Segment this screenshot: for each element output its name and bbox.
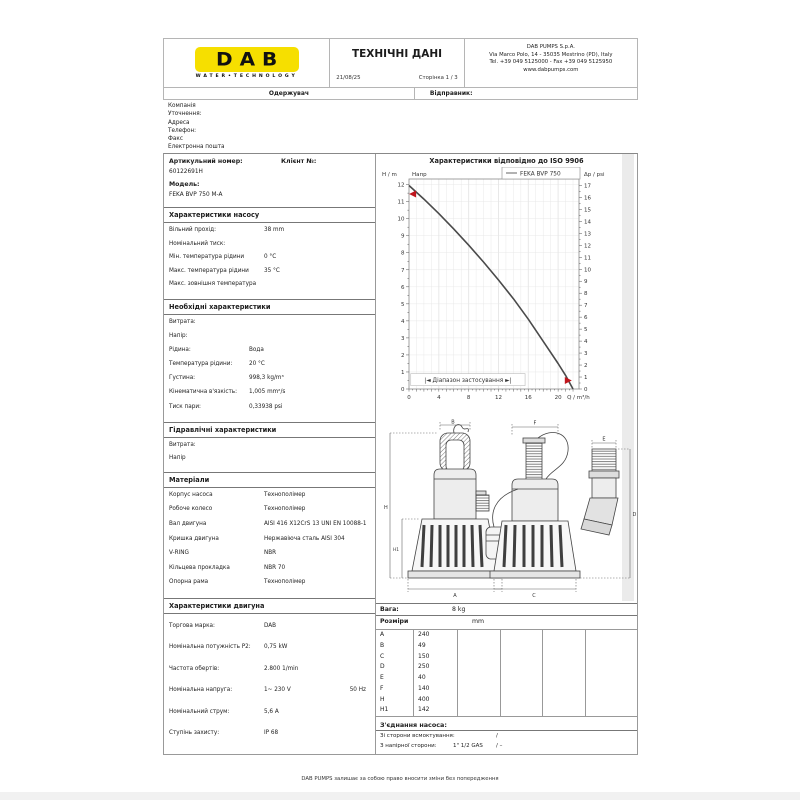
dimension-row (376, 673, 637, 684)
spec-label: Кришка двигуна (169, 535, 219, 542)
dimension-empty-cell (586, 652, 637, 663)
dab-logo (195, 47, 299, 72)
doc-date: 21/08/25 (336, 75, 361, 81)
spec-value: Технополімер (264, 506, 306, 513)
header (163, 38, 638, 88)
right-tick-label: 11 (584, 255, 591, 262)
connection-row (376, 733, 637, 743)
spec-value: Технополімер (264, 491, 306, 498)
dimensions-header (376, 616, 637, 629)
address-field-label: Адреса (168, 119, 190, 126)
company-line: www.dabpumps.com (523, 66, 579, 73)
spec-label: Рідина: (169, 346, 191, 353)
spec-value: 0 °C (264, 254, 277, 260)
spec-row (169, 644, 370, 666)
left-tick-label: 10 (397, 216, 405, 223)
section-title: Гідравлічні характеристики (164, 422, 375, 438)
y-axis-right-label: Δp / psi (584, 172, 605, 178)
section-pump (164, 207, 375, 297)
section-title: Характеристики двигуна (164, 598, 375, 614)
section-title: Матеріали (164, 472, 375, 488)
spec-value: 35 °C (264, 267, 280, 274)
dimension-empty-cell (543, 652, 586, 663)
spec-label: Витрата: (169, 318, 196, 325)
connection-extra: / – (496, 743, 503, 749)
spec-label: Торгова марка: (169, 622, 215, 629)
dim-label-c: C (532, 593, 536, 599)
connection-extra: / (496, 733, 498, 739)
model-label: Модель: (169, 181, 200, 188)
spec-label: Кільцева прокладка (169, 564, 230, 571)
left-tick-label: 9 (401, 233, 405, 240)
address-field-label: Телефон: (168, 127, 197, 134)
spec-label: Номінальна напруга: (169, 687, 233, 694)
spec-value: 38 mm (264, 227, 285, 233)
dim-label-e: E (602, 436, 606, 443)
dimension-empty-cell (458, 662, 501, 673)
doc-page-number: Сторінка 1 / 3 (418, 75, 458, 81)
spec-value: 20 °C (249, 361, 265, 368)
section-motor (164, 598, 375, 754)
spec-label: Кінематична в'язкість: (169, 389, 238, 396)
spec-row (169, 666, 370, 688)
dimensions-unit: mm (472, 618, 485, 625)
article-number-label: Артикульний номер: (169, 158, 243, 165)
dimension-empty-cell (501, 662, 543, 673)
dimension-empty-cell (586, 673, 637, 684)
spec-row (169, 268, 370, 282)
spec-sections (164, 207, 375, 754)
spec-row (169, 730, 370, 752)
spec-value: DAB (264, 622, 277, 629)
spec-row (169, 333, 370, 347)
spec-row (169, 404, 370, 418)
spec-label: Витрата: (169, 441, 196, 448)
right-tick-label: 4 (584, 339, 588, 346)
dimension-key: H1 (376, 705, 414, 716)
left-column (164, 154, 376, 754)
spec-value: NBR 70 (264, 564, 286, 571)
company-info (465, 39, 637, 87)
dimension-value: 250 (414, 662, 458, 673)
spec-row (169, 347, 370, 361)
range-marker (565, 377, 572, 384)
right-tick-label: 13 (584, 231, 591, 238)
section-title: Необхідні характеристики (164, 299, 375, 315)
right-tick-label: 3 (584, 351, 588, 358)
spec-label: Напір (169, 454, 186, 461)
company-line: Via Marco Polo, 14 - 35035 Mestrino (PD), Italy (489, 51, 613, 58)
x-tick-label: 0 (407, 395, 411, 401)
spec-label: Температура рідини: (169, 361, 233, 368)
spec-row (169, 455, 370, 468)
window-bottom-strip (0, 792, 800, 800)
spec-row (169, 579, 370, 594)
x-axis-unit-label: Q / m³/h (567, 395, 590, 401)
spec-value: NBR (264, 550, 277, 557)
spec-row (169, 241, 370, 255)
spec-label: Опорна рама (169, 579, 209, 586)
spec-value: Вода (249, 346, 264, 353)
address-field-label: Електронна пошта (168, 144, 225, 151)
dim-label-h1: H1 (393, 548, 400, 553)
left-tick-label: 6 (401, 284, 405, 291)
pump-body-2 (512, 479, 558, 521)
spec-value: 998,3 kg/m³ (249, 375, 284, 382)
spec-value: AISI 416 X12CrS 13 UNI EN 10088-1 (264, 521, 367, 527)
x-tick-label: 8 (466, 395, 471, 401)
dimension-value: 40 (414, 673, 458, 684)
dimension-key: D (376, 662, 414, 673)
logo-cell (164, 39, 330, 87)
dimension-row (376, 641, 637, 652)
dimension-empty-cell (586, 641, 637, 652)
spec-label: Номінальний струм: (169, 708, 230, 715)
legend-label: FEKA BVP 750 (520, 171, 561, 178)
section-title: Характеристики насосу (164, 207, 375, 223)
spec-row (169, 442, 370, 455)
y-axis-left-label: H / m (382, 172, 397, 178)
company-line: DAB PUMPS S.p.A. (526, 44, 575, 50)
spec-label: Макс. температура рідини (169, 267, 249, 274)
spec-extra: 50 Hz (349, 687, 366, 694)
dimension-empty-cell (543, 641, 586, 652)
left-tick-label: 8 (401, 250, 405, 257)
dimension-empty-cell (586, 695, 637, 706)
client-number-label: Клієнт №: (281, 158, 317, 165)
dimension-empty-cell (501, 652, 543, 663)
section-rows (164, 223, 375, 297)
performance-chart (376, 167, 637, 419)
x-tick-label: 12 (494, 395, 502, 401)
dimension-empty-cell (586, 662, 637, 673)
connections-rows (376, 733, 637, 753)
spec-row (169, 254, 370, 268)
spec-row (169, 536, 370, 551)
spec-value: Технополімер (264, 579, 306, 586)
spec-label: Тиск пари: (169, 403, 201, 410)
left-tick-label: 11 (397, 199, 405, 206)
main-content (163, 153, 638, 755)
right-tick-label: 1 (584, 375, 588, 382)
dimension-empty-cell (586, 705, 637, 716)
dimension-empty-cell (501, 641, 543, 652)
range-annotation-text: |◄ Діапазон застосування ►| (424, 378, 512, 385)
spec-row (169, 492, 370, 507)
recipient-label: Одержувач (164, 88, 415, 99)
left-tick-label: 5 (401, 301, 405, 308)
dimension-value: 49 (414, 641, 458, 652)
dimension-empty-cell (501, 673, 543, 684)
spec-label: Макс. зовнішня температура (169, 281, 257, 287)
right-tick-label: 5 (584, 327, 588, 334)
spec-value: 0,75 kW (264, 644, 288, 651)
spec-label: V-RING (169, 550, 189, 557)
product-block (164, 154, 375, 205)
spec-label: Робоче колесо (169, 506, 213, 513)
spec-value: 5,6 A (264, 708, 279, 715)
right-tick-label: 7 (584, 303, 588, 310)
dimension-value: 140 (414, 684, 458, 695)
dimension-value: 150 (414, 652, 458, 663)
spec-label: Номінальний тиск: (169, 240, 226, 247)
spec-row (169, 709, 370, 731)
base-plate (408, 571, 502, 578)
dimension-empty-cell (458, 684, 501, 695)
dimension-empty-cell (543, 630, 586, 641)
left-tick-label: 3 (401, 335, 405, 342)
company-line: Tel. +39 049 5125000 - Fax +39 049 5125950 (489, 59, 613, 66)
spec-label: Частота обертів: (169, 665, 220, 672)
dim-label-f: F (533, 420, 537, 427)
spec-label: Номінальна потужність P2: (169, 644, 251, 651)
dimensions-title: Розміри (380, 618, 409, 625)
dimension-empty-cell (458, 630, 501, 641)
chart-title: Характеристики відповідно до ISO 9906 (429, 157, 584, 165)
weight-label: Вага: (380, 606, 399, 613)
dimension-empty-cell (586, 630, 637, 641)
spec-row (169, 687, 370, 709)
dimension-row (376, 705, 637, 716)
left-tick-label: 2 (401, 352, 405, 359)
dimension-key: C (376, 652, 414, 663)
spec-label: Мін. температура рідини (169, 254, 245, 260)
right-tick-label: 12 (584, 243, 591, 250)
connection-label: Зі сторони всмоктування: (380, 733, 455, 739)
section-rows (164, 315, 375, 420)
spec-label: Вільний прохід: (169, 227, 216, 233)
right-tick-label: 0 (584, 387, 588, 393)
footer-disclaimer: DAB PUMPS залишає за собою право вносити зміни без попередження (301, 776, 499, 782)
page-title: ТЕХНІЧНІ ДАНІ (351, 48, 443, 60)
sender-label: Відправник: (429, 90, 473, 97)
right-tick-label: 9 (584, 279, 588, 286)
pump-body (434, 469, 476, 519)
recipient-sender-row (163, 88, 638, 100)
address-field-label: Факс (168, 136, 183, 143)
spec-row (169, 623, 370, 645)
discharge-pipe (526, 443, 542, 481)
section-rows (164, 614, 375, 754)
spec-row (169, 389, 370, 403)
section-materials (164, 472, 375, 596)
spec-value: 2.800 1/min (264, 665, 299, 672)
right-tick-label: 2 (584, 363, 588, 370)
dimension-empty-cell (543, 662, 586, 673)
address-field-label: Уточнення: (168, 111, 202, 118)
dimension-value: 400 (414, 695, 458, 706)
spec-row (169, 565, 370, 580)
spec-row (169, 281, 370, 295)
fitting-thread (592, 449, 616, 471)
left-tick-label: 0 (401, 387, 405, 393)
dimension-empty-cell (543, 695, 586, 706)
dimension-empty-cell (458, 673, 501, 684)
connection-value: 1" 1/2 GAS (453, 743, 483, 749)
left-tick-label: 12 (397, 182, 405, 189)
pump-drawings (376, 419, 637, 603)
spec-label: Ступінь захисту: (169, 730, 220, 737)
section-rows (164, 438, 375, 470)
x-tick-label: 16 (524, 395, 532, 401)
spec-row (169, 227, 370, 241)
right-tick-label: 16 (584, 195, 591, 202)
dimension-empty-cell (458, 641, 501, 652)
dimension-empty-cell (501, 684, 543, 695)
spec-label: Корпус насоса (169, 491, 213, 498)
discharge-port (476, 495, 489, 511)
spec-row (169, 319, 370, 333)
dimension-key: H (376, 695, 414, 706)
dim-label-h: H (384, 505, 388, 511)
dimension-row (376, 652, 637, 663)
spec-row (169, 375, 370, 389)
weight-value: 8 kg (452, 606, 466, 613)
spec-row (169, 506, 370, 521)
spec-row (169, 361, 370, 375)
right-column (376, 154, 637, 754)
section-required (164, 299, 375, 420)
discharge-fitting-view (581, 449, 619, 535)
dimension-key: B (376, 641, 414, 652)
x-tick-label: 4 (437, 395, 441, 401)
dimension-empty-cell (586, 684, 637, 695)
weight-row (376, 603, 637, 616)
dimension-empty-cell (543, 673, 586, 684)
head-inner-label: Напр (412, 172, 427, 178)
dim-label-d: D (632, 512, 637, 518)
dimension-row (376, 662, 637, 673)
dimension-value: 240 (414, 630, 458, 641)
right-tick-label: 15 (584, 207, 591, 214)
dab-logo-text: DAB (215, 47, 285, 71)
right-tick-label: 14 (584, 219, 591, 226)
power-cable (454, 425, 469, 433)
right-tick-label: 17 (584, 183, 591, 190)
dimension-empty-cell (543, 684, 586, 695)
dimension-value: 142 (414, 705, 458, 716)
spec-label: Напір: (169, 332, 188, 339)
model-value: FEKA BVP 750 M-A (169, 192, 223, 198)
spec-value: 1~ 230 V (264, 687, 291, 694)
spec-row (169, 521, 370, 536)
left-tick-label: 4 (401, 318, 405, 325)
spec-row (169, 550, 370, 565)
section-rows (164, 488, 375, 596)
left-tick-label: 1 (401, 369, 405, 376)
spec-value: 0,33938 psi (249, 403, 283, 410)
dimension-empty-cell (501, 705, 543, 716)
address-field-label: Компанія (168, 103, 196, 109)
left-tick-label: 7 (401, 267, 405, 274)
spec-value: IP 68 (264, 730, 279, 737)
dimension-empty-cell (458, 652, 501, 663)
base-plate-2 (490, 571, 580, 578)
spec-label: Густина: (169, 375, 196, 382)
dimension-empty-cell (501, 630, 543, 641)
pump-side-view (486, 432, 580, 578)
article-number-value: 60122691H (169, 169, 203, 175)
right-tick-label: 10 (584, 267, 591, 274)
x-tick-label: 20 (554, 395, 562, 401)
range-marker (409, 190, 416, 197)
dimension-row (376, 684, 637, 695)
dimension-empty-cell (458, 695, 501, 706)
dim-label-a: A (453, 593, 457, 599)
right-tick-label: 8 (584, 291, 588, 298)
spec-value: 1,005 mm²/s (249, 389, 286, 396)
dimension-empty-cell (543, 705, 586, 716)
dab-logo-subtext: WATER•TECHNOLOGY (195, 74, 298, 80)
dimension-row (376, 630, 637, 641)
spec-label: Вал двигуна (169, 521, 207, 527)
connection-label: З напірної сторони: (380, 743, 437, 749)
dimension-empty-cell (458, 705, 501, 716)
section-hydraulic (164, 422, 375, 470)
dimensions-table (376, 629, 637, 717)
dimension-key: A (376, 630, 414, 641)
dim-label-b: B (451, 419, 455, 426)
connection-row (376, 743, 637, 753)
dimension-row (376, 695, 637, 706)
connections-title: З'єднання насоса: (376, 719, 637, 731)
dimension-empty-cell (501, 695, 543, 706)
dimension-key: E (376, 673, 414, 684)
right-tick-label: 6 (584, 315, 588, 322)
doc-meta (336, 75, 457, 81)
address-block (168, 103, 398, 153)
spec-value: Нержавіюча сталь AISI 304 (264, 535, 345, 542)
dimension-key: F (376, 684, 414, 695)
title-cell (330, 39, 464, 87)
